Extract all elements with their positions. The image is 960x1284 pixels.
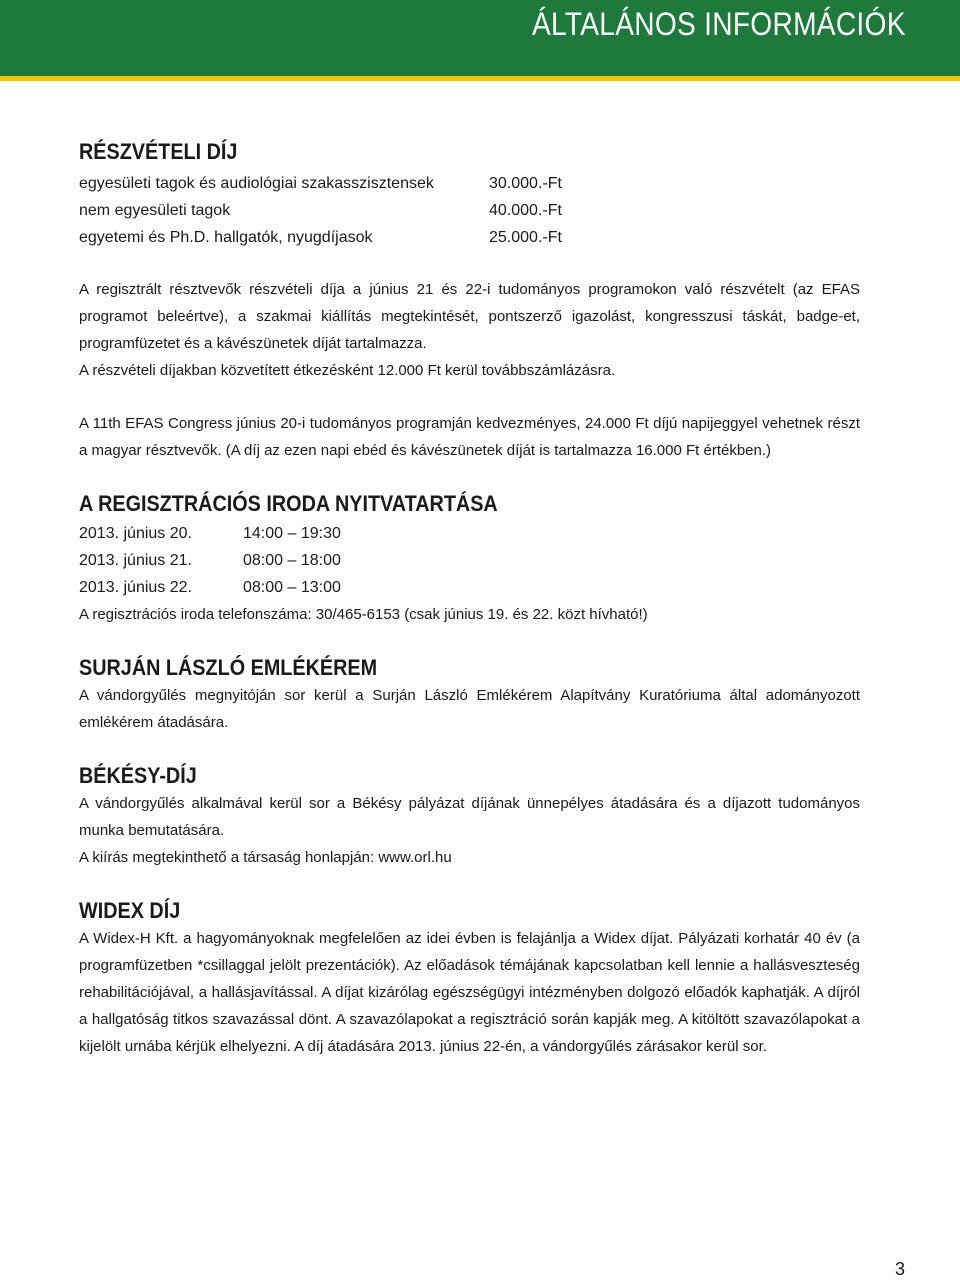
widex-section: [79, 897, 860, 1060]
header-band: [0, 0, 960, 76]
fee-label: nem egyesületi tagok: [79, 202, 231, 219]
hours-row: [79, 547, 860, 574]
bekesy-text: A vándorgyűlés alkalmával kerül sor a Békésy pályázat díjának ünnepélyes átadására és a díjazott tudományos munka bemutatására.: [79, 795, 860, 839]
fees-section: [79, 138, 860, 464]
page-number: 3: [895, 1259, 906, 1279]
surjan-title: SURJÁN LÁSZLÓ EMLÉKÉREM: [79, 655, 378, 680]
fee-label: egyesületi tagok és audiológiai szakasszisztensek: [79, 175, 434, 192]
hours-time: 08:00 – 18:00: [243, 552, 341, 569]
hours-time: 14:00 – 19:30: [243, 525, 341, 542]
page-title: ÁLTALÁNOS INFORMÁCIÓK: [532, 6, 906, 42]
fee-row: [79, 197, 860, 224]
header-accent-stripe: [0, 76, 960, 81]
fees-title: RÉSZVÉTELI DÍJ: [79, 139, 238, 164]
hours-time: 08:00 – 13:00: [243, 579, 341, 596]
main-content: [79, 138, 860, 1060]
widex-title: WIDEX DÍJ: [79, 898, 181, 923]
surjan-text: A vándorgyűlés megnyitóján sor kerül a Surján László Emlékérem Alapítvány Kuratóriuma által adományozott emlékérem átadására.: [79, 687, 860, 731]
fees-description: A regisztrált résztvevők részvételi díja a június 21 és 22-i tudományos programokon való részvételt (az EFAS programot beleértve), a szakmai kiállítás megtekintését, pontszerző igazolást, kongresszusi táskát, badge-et, programfüzetet és a kávészünetek díját tartalmazza.: [79, 281, 860, 352]
registration-phone: A regisztrációs iroda telefonszáma: 30/465-6153 (csak június 19. és 22. közt hívható!): [79, 606, 648, 623]
fee-amount: 40.000.-Ft: [489, 202, 562, 219]
bekesy-title: BÉKÉSY-DÍJ: [79, 763, 197, 788]
registration-section: [79, 490, 860, 628]
hours-date: 2013. június 22.: [79, 579, 192, 596]
opening-hours: [79, 520, 860, 601]
fee-amount: 30.000.-Ft: [489, 175, 562, 192]
fee-table: [79, 170, 860, 251]
fees-meal-note: A részvételi díjakban közvetített étkezésként 12.000 Ft kerül továbbszámlázásra.: [79, 362, 616, 379]
bekesy-section: [79, 762, 860, 871]
hours-row: [79, 574, 860, 601]
efas-day-ticket-note: A 11th EFAS Congress június 20-i tudományos programján kedvezményes, 24.000 Ft díjú napijeggyel vehetnek részt a magyar résztvevők. (A díj az ezen napi ebéd és kávészünetek díját is tartalmazza 16.000 Ft értékben.): [79, 415, 860, 459]
fee-amount: 25.000.-Ft: [489, 229, 562, 246]
hours-row: [79, 520, 860, 547]
fee-label: egyetemi és Ph.D. hallgatók, nyugdíjasok: [79, 229, 373, 246]
hours-date: 2013. június 21.: [79, 552, 192, 569]
widex-text: A Widex-H Kft. a hagyományoknak megfelelően az idei évben is felajánlja a Widex díjat. Pályázati korhatár 40 év (a programfüzetben *csillaggal jelölt prezentációk). Az előadások témájának kapcsolatban kell lennie a hallásveszteség rehabilitációjával, a hallásjavítással. A díjat kizárólag egészségügyi intézményben dolgozó előadók kaphatják. A díjról a hallgatóság titkos szavazással dönt. A szavazólapokat a regisztráció során kapják meg. A kitöltött szavazólapokat a kijelölt urnába kérjük elhelyezni. A díj átadására 2013. június 22-én, a vándorgyűlés zárásakor kerül sor.: [79, 930, 860, 1055]
bekesy-website-note: A kiírás megtekinthető a társaság honlapján: www.orl.hu: [79, 849, 452, 866]
fee-row: [79, 224, 860, 251]
registration-title: A REGISZTRÁCIÓS IRODA NYITVATARTÁSA: [79, 491, 498, 516]
surjan-section: [79, 654, 860, 736]
hours-date: 2013. június 20.: [79, 525, 192, 542]
fee-row: [79, 170, 860, 197]
